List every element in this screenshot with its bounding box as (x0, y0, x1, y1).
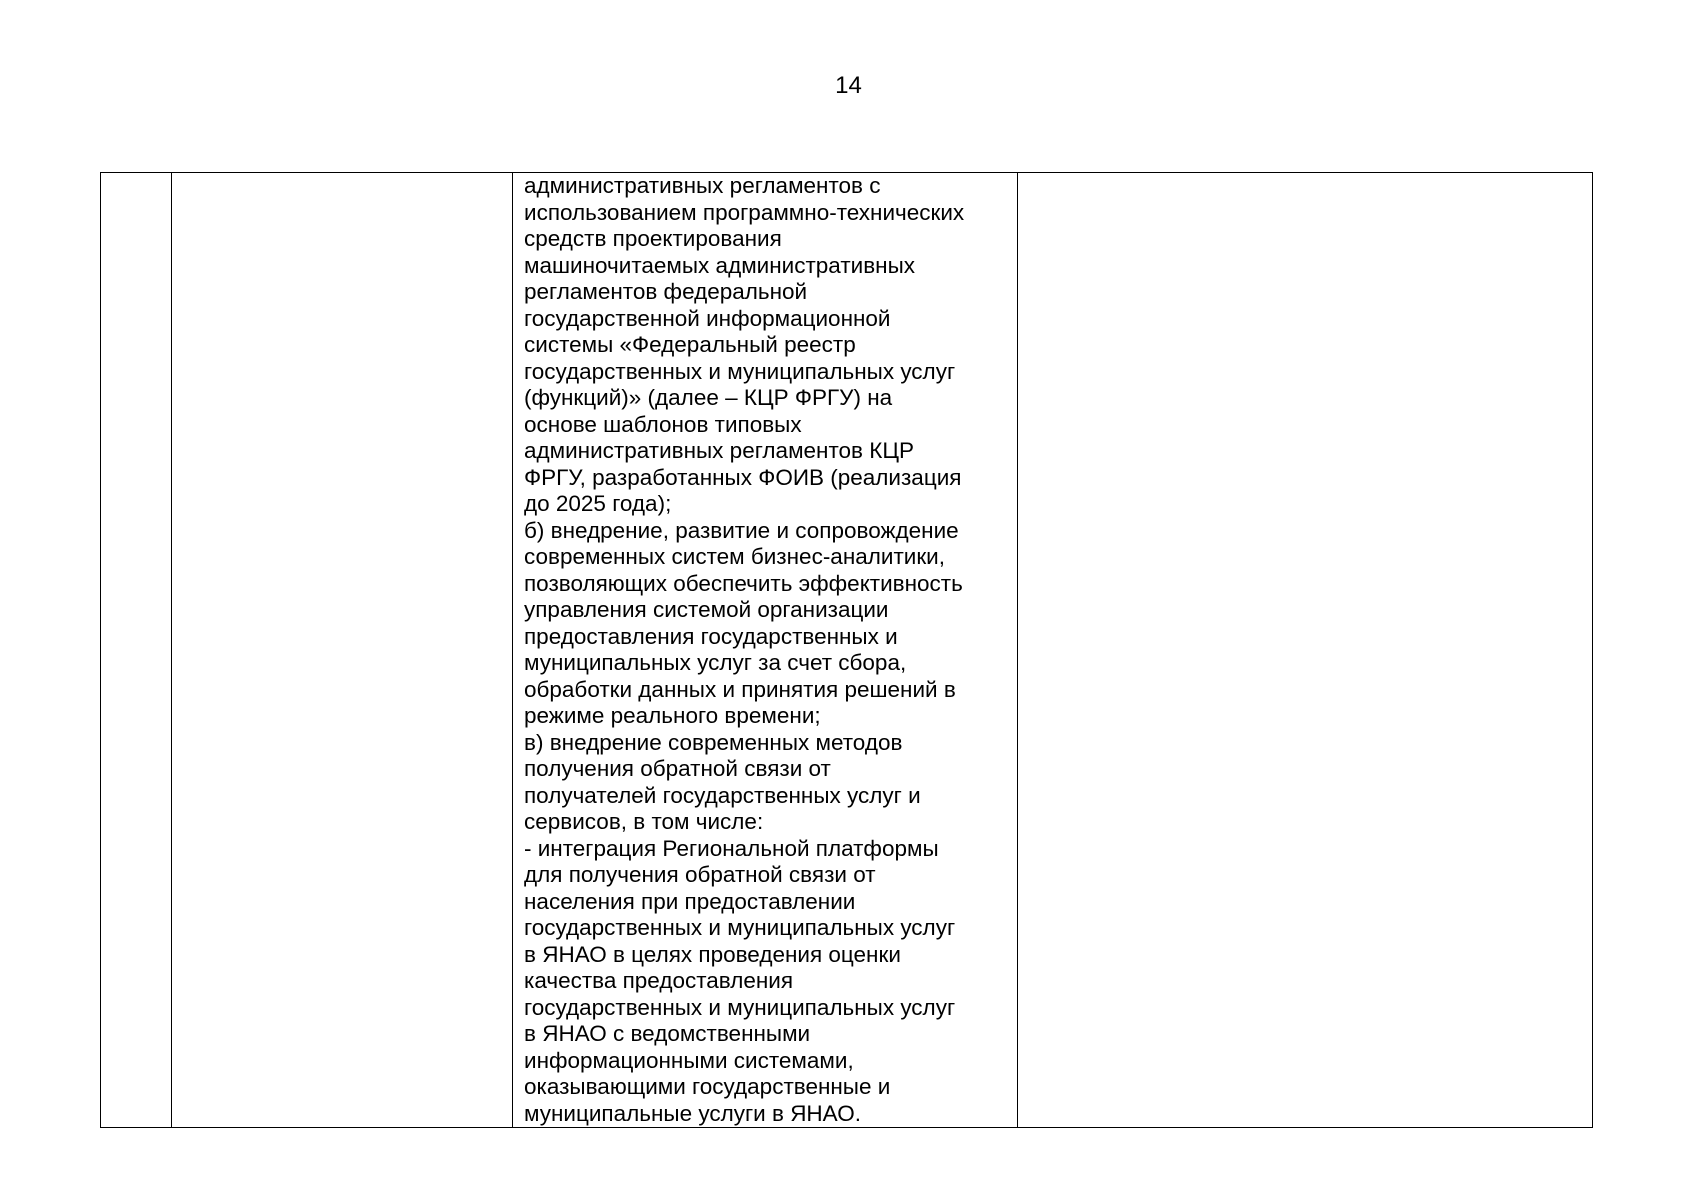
paragraph: административных регламентов с использованием программно-технических средств проектирования машиночитаемых административных регламентов федеральной государственной информационной системы «Федеральный реестр государственных и муниципальных услуг (функций)» (далее – КЦР ФРГУ) на основе шаблонов типовых административных регламентов КЦР ФРГУ, разработанных ФОИВ (реализация до 2025 года); (524, 173, 965, 516)
table-cell-notes (1018, 173, 1593, 1128)
page-number: 14 (835, 72, 862, 99)
document-table (100, 172, 1593, 1128)
table-cell-name (172, 173, 513, 1128)
paragraph: - интеграция Региональной платформы для получения обратной связи от населения при предоставлении государственных и муниципальных услуг в ЯНАО в целях проведения оценки качества предоставления государственных и муниципальных услуг в ЯНАО с ведомственными информационными системами, оказывающими государственные и муниципальные услуги в ЯНАО. (524, 835, 956, 1126)
table-cell-description (513, 173, 1018, 1128)
table-row (101, 173, 1593, 1128)
paragraph: в) внедрение современных методов получения обратной связи от получателей государственных услуг и сервисов, в том числе: (524, 729, 921, 834)
paragraph: б) внедрение, развитие и сопровождение современных систем бизнес-аналитики, позволяющих обеспечить эффективность управления системой организации предоставления государственных и муниципальных услуг за счет сбора, обработки данных и принятия решений в режиме реального времени; (524, 517, 963, 728)
table-cell-number (101, 173, 172, 1128)
